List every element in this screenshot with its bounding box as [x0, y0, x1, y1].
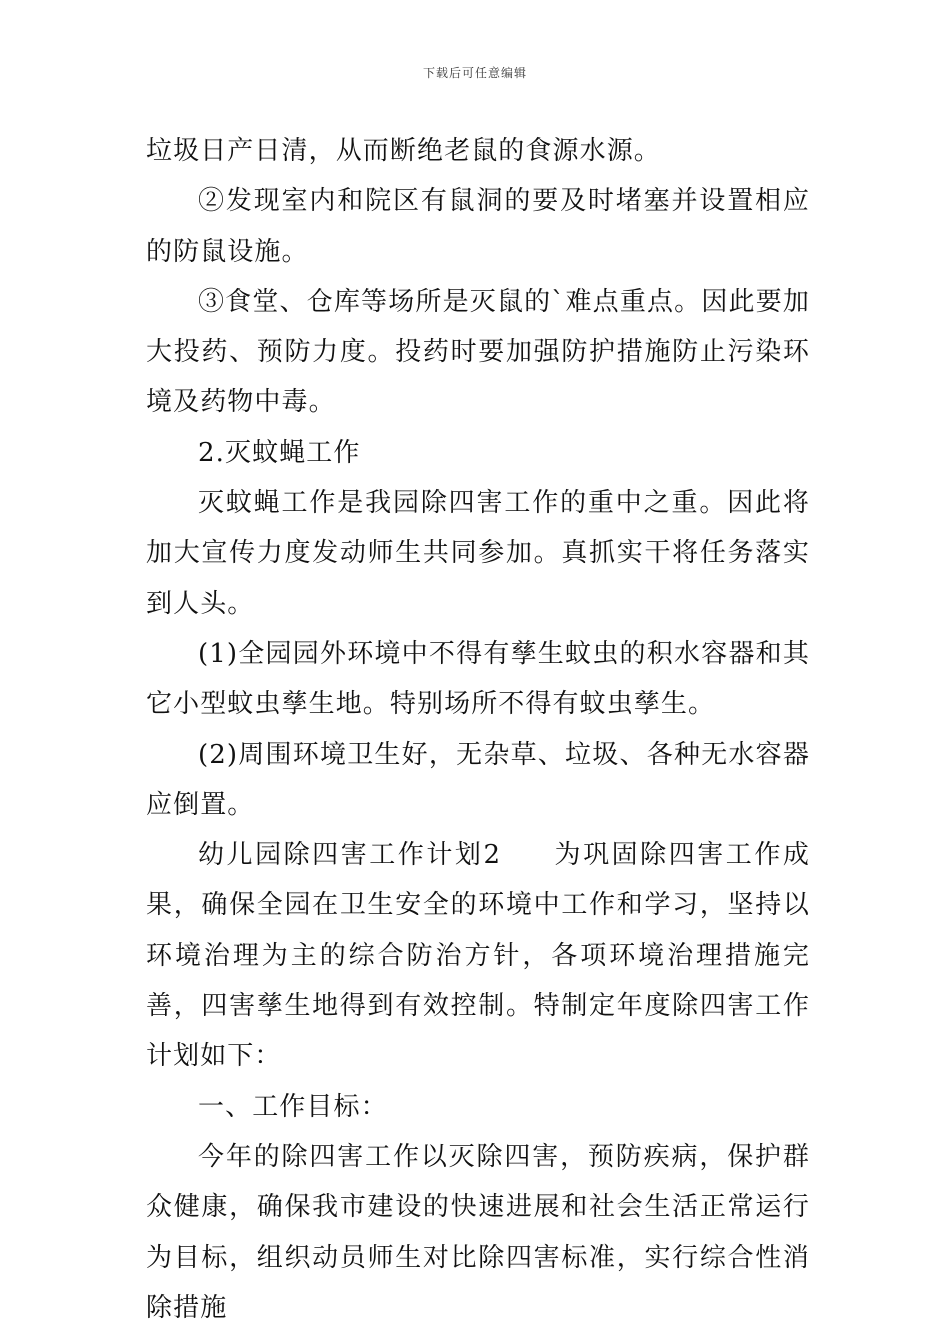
plan-intro-text: 为巩固除四害工作成果，确保全园在卫生安全的环境中工作和学习，坚持以环境治理为主的综合防治方针，各项环境治理措施完善，四害孳生地得到有效控制。特制定年度除四害工作计划如下： — [146, 840, 810, 1072]
section-heading-mosquito-fly: 2.灭蚊蝇工作 — [198, 437, 361, 468]
document-body — [146, 126, 810, 1333]
plan-paragraph — [146, 830, 810, 1081]
paragraph-5: 灭蚊蝇工作是我园除四害工作的重中之重。因此将加大宣传力度发动师生共同参加。真抓实干将任务落实到人头。 — [146, 488, 810, 619]
plan-title: 幼儿园除四害工作计划2 — [198, 840, 502, 871]
section-heading-goals: 一、工作目标： — [198, 1091, 388, 1122]
paragraph-7: (2)周围环境卫生好，无杂草、垃圾、各种无水容器应倒置。 — [146, 739, 810, 820]
paragraph-1: 垃圾日产日清，从而断绝老鼠的食源水源。 — [146, 136, 661, 166]
paragraph-2: ②发现室内和院区有鼠洞的要及时堵塞并设置相应的防鼠设施。 — [146, 186, 810, 267]
paragraph-goals: 今年的除四害工作以灭除四害，预防疾病，保护群众健康，确保我市建设的快速进展和社会生活正常运行为目标，组织动员师生对比除四害标准，实行综合性消除措施 — [146, 1141, 810, 1323]
page-header: 下载后可任意编辑 — [422, 66, 527, 80]
paragraph-6: (1)全园园外环境中不得有孳生蚊虫的积水容器和其它小型蚊虫孳生地。特别场所不得有蚊虫孳生。 — [146, 638, 810, 720]
paragraph-3: ③食堂、仓库等场所是灭鼠的`难点重点。因此要加大投药、预防力度。投药时要加强防护措施防止污染环境及药物中毒。 — [146, 286, 810, 418]
